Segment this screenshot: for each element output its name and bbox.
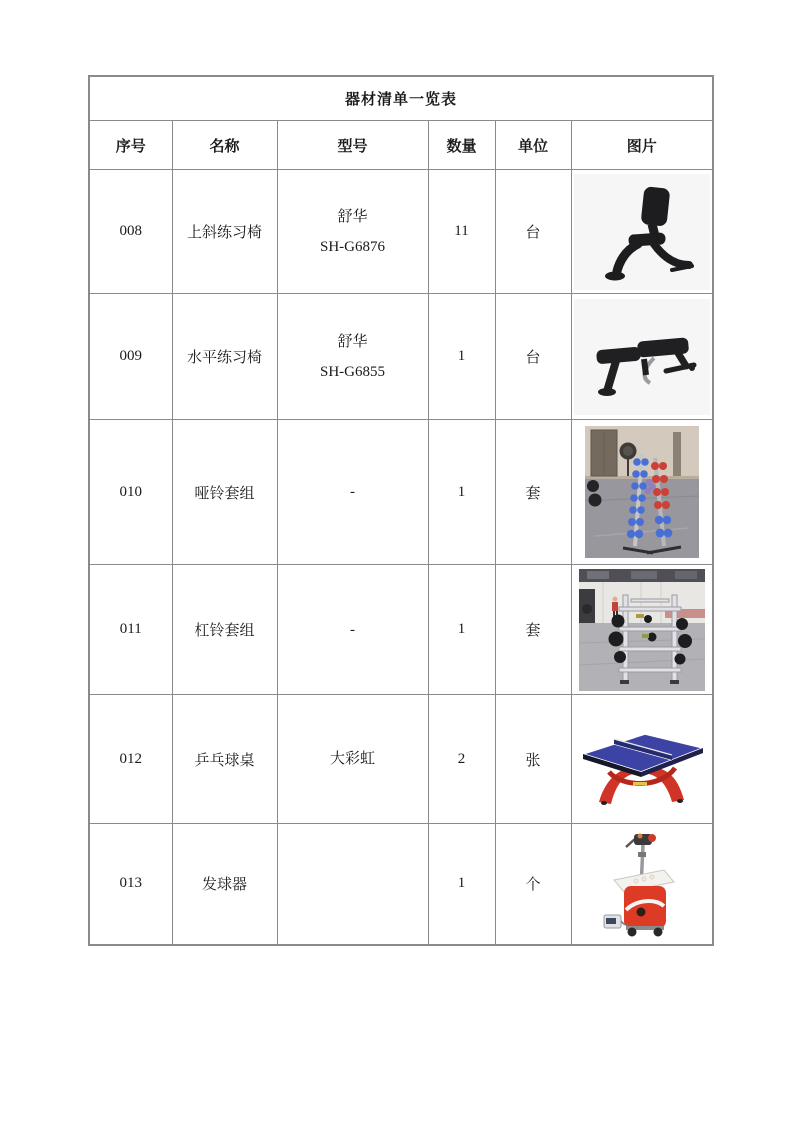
cell-qty: 1 [428,824,495,945]
col-header-model: 型号 [277,121,428,170]
cell-name: 上斜练习椅 [172,170,277,294]
cell-no: 010 [89,420,172,565]
cell-no: 011 [89,565,172,695]
model-line: 舒华 [337,333,368,350]
cell-image [571,294,713,420]
cell-image [571,695,713,824]
cell-image [571,565,713,695]
cell-model [277,824,428,945]
flat-training-bench-image [586,303,698,411]
cell-image [571,170,713,294]
col-header-no: 序号 [89,121,172,170]
table-row [89,420,713,565]
equipment-table [88,75,714,946]
cell-unit: 套 [495,420,571,565]
cell-model [277,294,428,420]
cell-model [277,170,428,294]
cell-qty: 2 [428,695,495,824]
rainbow-ping-pong-table-image [577,710,707,808]
cell-model [277,420,428,565]
ball-serving-machine-image [596,828,688,940]
cell-name: 乒乓球桌 [172,695,277,824]
table-header-row [89,121,713,170]
model-line: - [350,621,355,638]
cell-name: 杠铃套组 [172,565,277,695]
cell-unit: 张 [495,695,571,824]
cell-qty: 11 [428,170,495,294]
dumbbell-set-rack-photo [585,426,699,558]
cell-name: 发球器 [172,824,277,945]
cell-model [277,565,428,695]
table-row [89,695,713,824]
model-line: SH-G6876 [319,238,385,255]
model-line: 大彩虹 [329,751,375,767]
table-title-row [89,76,713,121]
barbell-set-rack-photo [579,569,705,691]
cell-qty: 1 [428,420,495,565]
col-header-name: 名称 [172,121,277,170]
cell-no: 012 [89,695,172,824]
cell-name: 水平练习椅 [172,294,277,420]
incline-training-chair-image [586,178,698,286]
table-row [89,294,713,420]
cell-image [571,824,713,945]
cell-no: 009 [89,294,172,420]
table-row [89,824,713,945]
cell-qty: 1 [428,565,495,695]
col-header-qty: 数量 [428,121,495,170]
cell-model [277,695,428,824]
model-line: - [350,484,355,500]
cell-unit: 台 [495,170,571,294]
table-row [89,565,713,695]
cell-unit: 台 [495,294,571,420]
table-row [89,170,713,294]
cell-qty: 1 [428,294,495,420]
col-header-image: 图片 [571,121,713,170]
model-line: SH-G6855 [319,363,385,380]
cell-image [571,420,713,565]
cell-no: 013 [89,824,172,945]
cell-name: 哑铃套组 [172,420,277,565]
model-line: 舒华 [337,208,368,225]
table-title: 器材清单一览表 [89,76,713,121]
cell-unit: 套 [495,565,571,695]
col-header-unit: 单位 [495,121,571,170]
cell-unit: 个 [495,824,571,945]
cell-no: 008 [89,170,172,294]
